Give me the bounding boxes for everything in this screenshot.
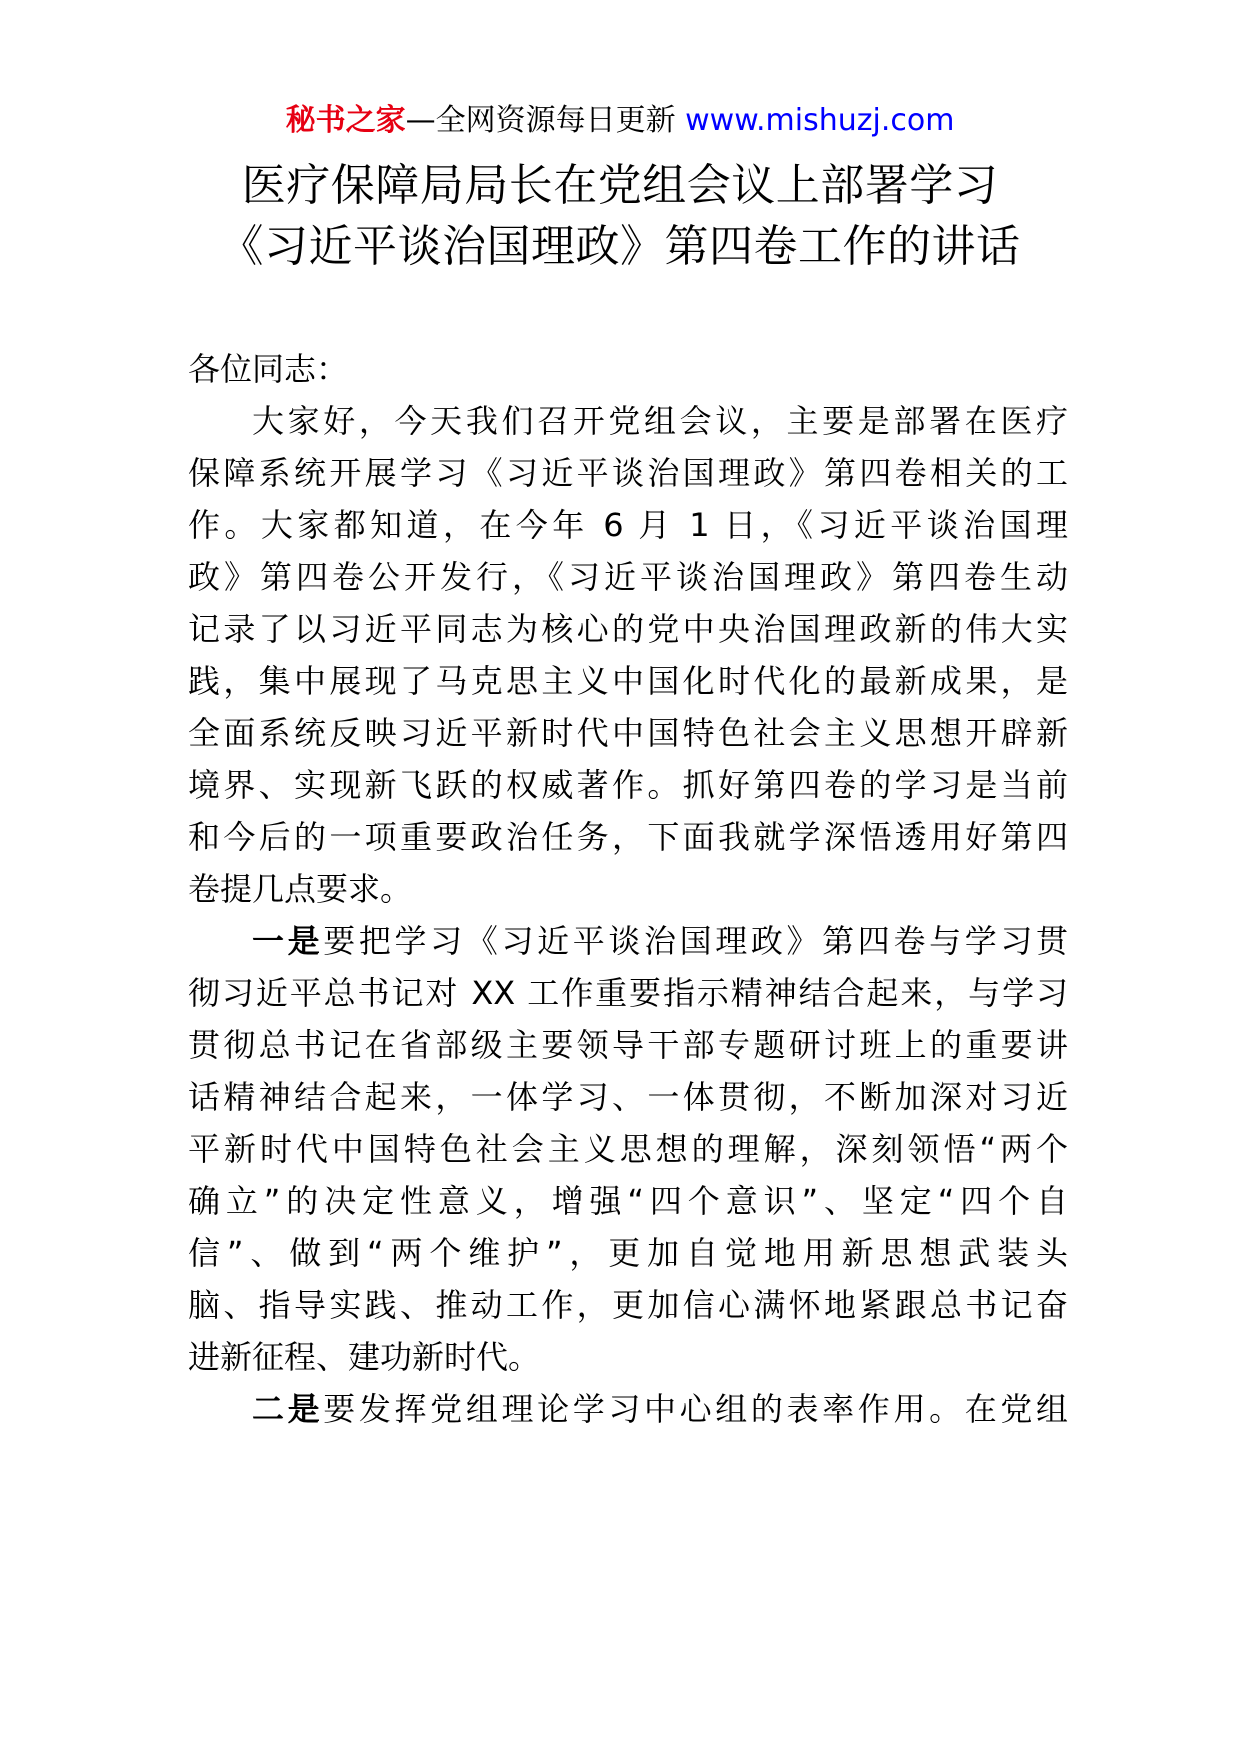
paragraph-1-line: 境界、实现新飞跃的权威著作。抓好第四卷的学习是当前 <box>188 766 1068 804</box>
paragraph-1-line: 保障系统开展学习《习近平谈治国理政》第四卷相关的工 <box>188 454 1068 492</box>
paragraph-3-lead: 二是 <box>252 1390 324 1428</box>
paragraph-1-line: 践，集中展现了马克思主义中国化时代化的最新成果，是 <box>188 662 1068 700</box>
site-banner <box>0 101 1240 141</box>
paragraph-2-line: 彻习近平总书记对 XX 工作重要指示精神结合起来，与学习 <box>188 974 1068 1012</box>
document-title-line-2: 《习近平谈治国理政》第四卷工作的讲话 <box>219 221 1021 272</box>
paragraph-2-line: 信”、做到“两个维护”，更加自觉地用新思想武装头 <box>188 1234 1068 1272</box>
paragraph-2-text: 要把学习《习近平谈治国理政》第四卷与学习贯 <box>323 922 1068 960</box>
paragraph-1-line: 卷提几点要求。 <box>188 870 413 908</box>
paragraph-2-line: 脑、指导实践、推动工作，更加信心满怀地紧跟总书记奋 <box>188 1286 1068 1324</box>
paragraph-2-lead: 一是 <box>252 922 324 960</box>
paragraph-2-line: 进新征程、建功新时代。 <box>188 1338 541 1376</box>
document-title-line-1: 医疗保障局局长在党组会议上部署学习 <box>241 160 999 211</box>
paragraph-3-text: 要发挥党组理论学习中心组的表率作用。在党组 <box>323 1390 1068 1428</box>
brand-name: 秘书之家 <box>285 103 406 138</box>
banner-tagline: —全网资源每日更新 <box>405 103 686 138</box>
paragraph-1-line: 和今后的一项重要政治任务，下面我就学深悟透用好第四 <box>188 818 1068 856</box>
site-url-link[interactable]: www.mishuzj.com <box>685 103 955 138</box>
paragraph-2-line: 贯彻总书记在省部级主要领导干部专题研讨班上的重要讲 <box>188 1026 1068 1064</box>
paragraph-1-line: 政》第四卷公开发行，《习近平谈治国理政》第四卷生动 <box>188 558 1068 596</box>
salutation: 各位同志： <box>188 350 349 388</box>
paragraph-1-line: 全面系统反映习近平新时代中国特色社会主义思想开辟新 <box>188 714 1068 752</box>
paragraph-3-first-line <box>252 1380 1068 1438</box>
paragraph-1-line: 作。大家都知道，在今年 6 月 1 日，《习近平谈治国理 <box>188 506 1068 544</box>
paragraph-2-line: 话精神结合起来，一体学习、一体贯彻，不断加深对习近 <box>188 1078 1068 1116</box>
paragraph-2-line: 平新时代中国特色社会主义思想的理解，深刻领悟“两个 <box>188 1130 1068 1168</box>
paragraph-2-first-line <box>252 912 1068 970</box>
paragraph-1-line: 记录了以习近平同志为核心的党中央治国理政新的伟大实 <box>188 610 1068 648</box>
paragraph-1-line: 大家好，今天我们召开党组会议，主要是部署在医疗 <box>252 402 1068 440</box>
paragraph-2-line: 确立”的决定性意义，增强“四个意识”、坚定“四个自 <box>188 1182 1068 1220</box>
